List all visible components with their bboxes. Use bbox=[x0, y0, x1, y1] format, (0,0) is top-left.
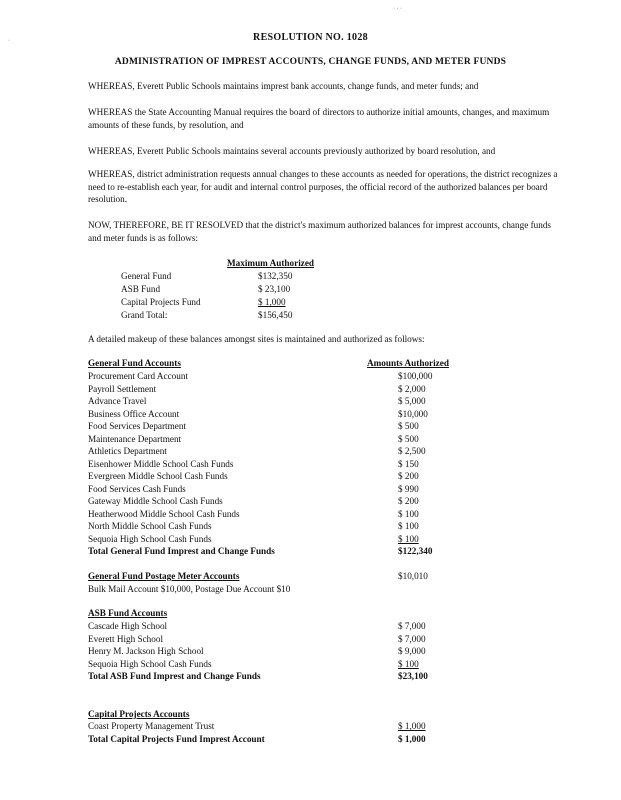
table-row bbox=[88, 446, 448, 458]
table-row bbox=[88, 521, 448, 533]
account-name: Everett High School bbox=[88, 633, 164, 644]
postage-detail-row bbox=[88, 584, 448, 596]
scan-speck: · · · bbox=[393, 6, 402, 12]
document-title: RESOLUTION NO. 1028 bbox=[253, 32, 368, 43]
account-amount: $ 7,000 bbox=[398, 633, 426, 644]
table-row bbox=[88, 496, 448, 508]
whereas-paragraph-2: WHEREAS the State Accounting Manual requires the board of directors to authorize initial amounts, changes, and maximum amounts of these funds, by resolution, and bbox=[88, 107, 550, 130]
capital-projects-header: Capital Projects Accounts bbox=[88, 709, 190, 719]
account-amount: $10,000 bbox=[398, 408, 428, 419]
table-row bbox=[88, 509, 448, 521]
account-amount: $100,000 bbox=[398, 371, 433, 381]
table-row bbox=[88, 396, 448, 408]
total-label: Total ASB Fund Imprest and Change Funds bbox=[88, 671, 261, 682]
summary-row-name: Capital Projects Fund bbox=[121, 297, 201, 307]
table-row bbox=[88, 659, 448, 671]
table-row bbox=[88, 471, 448, 483]
postage-detail: Bulk Mail Account $10,000, Postage Due Account $10 bbox=[88, 584, 291, 594]
table-row bbox=[88, 421, 448, 433]
general-total-row bbox=[88, 546, 448, 558]
summary-header: Maximum Authorized bbox=[227, 258, 315, 268]
postage-meter-header: General Fund Postage Meter Accounts bbox=[88, 571, 240, 581]
total-amount: $122,340 bbox=[398, 546, 433, 556]
table-row bbox=[88, 646, 448, 658]
account-amount: $ 1,000 bbox=[398, 721, 426, 731]
table-row bbox=[88, 534, 448, 546]
summary-row-name: ASB Fund bbox=[121, 284, 161, 294]
account-amount: $ 150 bbox=[398, 458, 419, 469]
account-amount: $ 500 bbox=[398, 421, 419, 431]
whereas-paragraph-3: WHEREAS, Everett Public Schools maintains several accounts previously authorized by board resolution, and bbox=[88, 146, 496, 156]
account-name: Payroll Settlement bbox=[88, 383, 157, 394]
account-name: Coast Property Management Trust bbox=[88, 721, 215, 731]
account-name: Gateway Middle School Cash Funds bbox=[88, 496, 223, 506]
asb-total-row bbox=[88, 671, 448, 683]
scan-speck: · bbox=[8, 38, 10, 44]
postage-amount-row bbox=[88, 571, 448, 583]
account-amount: $ 2,000 bbox=[398, 383, 426, 394]
account-name: Eisenhower Middle School Cash Funds bbox=[88, 458, 234, 469]
account-name: Procurement Card Account bbox=[88, 371, 189, 381]
table-row bbox=[88, 621, 448, 633]
account-name: Business Office Account bbox=[88, 408, 180, 419]
postage-amount: $10,010 bbox=[398, 571, 428, 581]
table-row bbox=[88, 459, 448, 471]
table-row bbox=[88, 434, 448, 446]
account-amount: $ 500 bbox=[398, 433, 419, 444]
table-row bbox=[88, 721, 448, 733]
account-amount: $ 200 bbox=[398, 496, 419, 506]
summary-row-amount: $132,350 bbox=[258, 271, 293, 281]
amounts-authorized-header: Amounts Authorized bbox=[367, 358, 449, 368]
account-name: Food Services Department bbox=[88, 421, 186, 431]
summary-row-name: General Fund bbox=[121, 271, 172, 281]
detail-intro-paragraph: A detailed makeup of these balances amongst sites is maintained and authorized as follows: bbox=[88, 334, 425, 344]
account-name: Food Services Cash Funds bbox=[88, 483, 186, 494]
total-label: Total General Fund Imprest and Change Funds bbox=[88, 546, 275, 556]
account-name: Advance Travel bbox=[88, 396, 147, 406]
general-fund-header: General Fund Accounts bbox=[88, 358, 181, 368]
summary-row-name: Grand Total: bbox=[121, 310, 168, 320]
table-row bbox=[88, 384, 448, 396]
account-amount: $ 100 bbox=[398, 521, 419, 531]
account-amount: $ 2,500 bbox=[398, 446, 426, 456]
account-name: North Middle School Cash Funds bbox=[88, 521, 212, 531]
account-name: Maintenance Department bbox=[88, 433, 182, 444]
whereas-paragraph-4: WHEREAS, district administration requests annual changes to these accounts as needed for operations, the district recognizes a need to re-establish each year, for audit and internal control purposes, the official record of the authorized balances per board resolution. bbox=[88, 169, 558, 204]
summary-row-amount: $ 1,000 bbox=[258, 297, 286, 307]
account-name: Athletics Department bbox=[88, 446, 167, 456]
account-name: Sequoia High School Cash Funds bbox=[88, 533, 212, 544]
account-name: Evergreen Middle School Cash Funds bbox=[88, 471, 228, 481]
account-name: Cascade High School bbox=[88, 621, 168, 631]
whereas-paragraph-1: WHEREAS, Everett Public Schools maintains imprest bank accounts, change funds, and meter funds; and bbox=[88, 81, 479, 91]
account-amount: $ 7,000 bbox=[398, 621, 426, 631]
total-label: Total Capital Projects Fund Imprest Account bbox=[88, 733, 265, 744]
total-amount: $23,100 bbox=[398, 671, 428, 682]
account-amount: $ 200 bbox=[398, 471, 419, 481]
table-row bbox=[88, 634, 448, 646]
account-name: Sequoia High School Cash Funds bbox=[88, 658, 212, 669]
account-amount: $ 5,000 bbox=[398, 396, 426, 406]
asb-fund-header: ASB Fund Accounts bbox=[88, 608, 168, 618]
account-name: Henry M. Jackson High School bbox=[88, 646, 204, 657]
resolved-paragraph: NOW, THEREFORE, BE IT RESOLVED that the district's maximum authorized balances for imprest accounts, change funds and meter funds is as follows: bbox=[88, 220, 551, 243]
capital-total-row bbox=[88, 734, 448, 746]
account-name: Heatherwood Middle School Cash Funds bbox=[88, 508, 240, 519]
total-amount: $ 1,000 bbox=[398, 733, 426, 744]
summary-row-amount: $156,450 bbox=[258, 310, 293, 320]
table-row bbox=[88, 409, 448, 421]
table-row bbox=[88, 484, 448, 496]
account-amount: $ 100 bbox=[398, 658, 419, 669]
account-amount: $ 100 bbox=[398, 508, 419, 519]
account-amount: $ 100 bbox=[398, 533, 419, 544]
account-amount: $ 9,000 bbox=[398, 646, 426, 657]
account-amount: $ 990 bbox=[398, 483, 419, 494]
document-subtitle: ADMINISTRATION OF IMPREST ACCOUNTS, CHANGE FUNDS, AND METER FUNDS bbox=[114, 57, 507, 67]
table-row bbox=[88, 371, 448, 383]
summary-row-amount: $ 23,100 bbox=[258, 284, 291, 294]
